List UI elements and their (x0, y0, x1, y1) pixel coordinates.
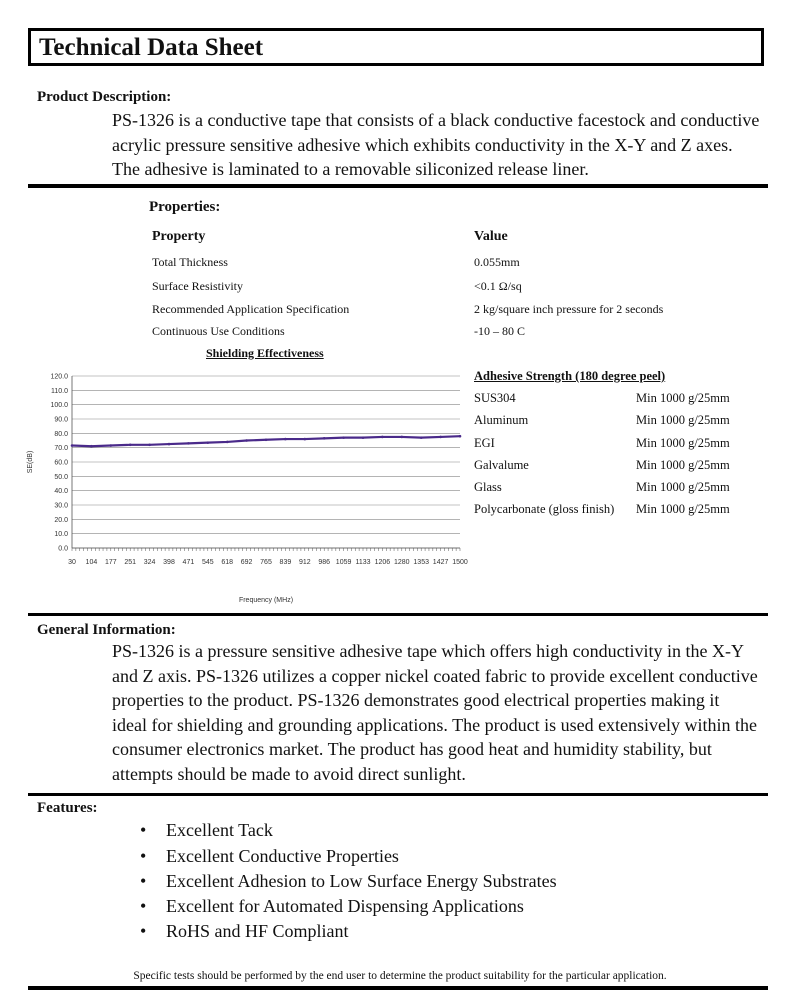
data-point (381, 436, 384, 439)
feature-text: Excellent Tack (166, 820, 273, 840)
adhesive-value: Min 1000 g/25mm (636, 436, 730, 450)
y-tick-label: 40.0 (54, 488, 68, 496)
x-tick-label: 1059 (335, 559, 352, 566)
adhesive-value: Min 1000 g/25mm (636, 458, 730, 472)
y-tick-label: 10.0 (54, 531, 68, 539)
section-divider (28, 613, 768, 616)
property-name: Surface Resistivity (152, 279, 243, 293)
x-tick-label: 1280 (394, 559, 410, 566)
y-tick-label: 60.0 (54, 459, 68, 467)
y-tick-label: 110.0 (51, 387, 68, 395)
feature-item (140, 846, 399, 867)
bullet: • (140, 896, 147, 916)
feature-item (140, 820, 273, 841)
x-tick-label: 251 (124, 559, 137, 566)
title-box (28, 28, 764, 66)
data-point (459, 435, 462, 438)
x-tick-label: 912 (298, 559, 311, 566)
product-description-line: PS-1326 is a conductive tape that consists of a black conductive facestock and conductive (112, 110, 760, 130)
x-tick-label: 398 (163, 559, 175, 566)
feature-item (140, 896, 524, 917)
x-tick-label: 177 (104, 559, 117, 566)
data-point (90, 445, 93, 448)
x-tick-label: 30 (68, 559, 76, 566)
adhesive-value: Min 1000 g/25mm (636, 502, 730, 516)
data-point (187, 442, 190, 445)
property-value: -10 – 80 C (474, 324, 525, 338)
adhesive-value: Min 1000 g/25mm (636, 480, 730, 494)
data-point (110, 444, 113, 447)
data-point (362, 436, 365, 439)
x-tick-label: 104 (85, 559, 98, 566)
data-point (129, 444, 132, 447)
feature-text: RoHS and HF Compliant (166, 921, 349, 941)
data-point (304, 438, 307, 441)
feature-text: Excellent Adhesion to Low Surface Energy Substrates (166, 871, 557, 891)
y-tick-label: 50.0 (54, 473, 68, 481)
general-information-line: ideal for shielding and grounding applications. The product is used extensively within the (112, 714, 758, 735)
adhesive-substrate: SUS304 (474, 391, 516, 405)
general-information-text (112, 639, 758, 786)
product-description-line: The adhesive is laminated to a removable siliconized release liner. (112, 159, 589, 179)
data-point (168, 443, 171, 446)
product-description-text (112, 108, 759, 182)
y-tick-label: 100.0 (50, 402, 68, 410)
adhesive-strength-title: Adhesive Strength (180 degree peel) (474, 369, 666, 383)
bullet: • (140, 871, 147, 891)
bullet: • (140, 846, 147, 866)
x-tick-label: 1353 (413, 559, 429, 566)
property-name: Continuous Use Conditions (152, 324, 285, 338)
general-information-line: PS-1326 is a pressure sensitive adhesive tape which offers high conductivity in the X-Y (112, 641, 745, 661)
x-tick-label: 1500 (452, 559, 468, 566)
feature-item (140, 921, 349, 942)
data-point (401, 436, 404, 439)
adhesive-substrate: Aluminum (474, 413, 529, 427)
section-divider (28, 184, 768, 188)
y-tick-label: 0.0 (58, 545, 68, 553)
x-axis-label: Frequency (MHz) (238, 597, 294, 604)
data-point (323, 437, 326, 440)
footer-divider (28, 986, 768, 990)
data-point (265, 438, 268, 441)
data-point (71, 444, 74, 447)
property-name: Total Thickness (152, 255, 228, 269)
y-tick-label: 70.0 (54, 445, 68, 453)
x-tick-label: 618 (221, 559, 234, 566)
chart-title: Shielding Effectiveness (206, 346, 324, 360)
y-tick-label: 20.0 (54, 516, 68, 524)
feature-item (140, 871, 557, 892)
adhesive-substrate: Polycarbonate (gloss finish) (474, 502, 615, 516)
adhesive-value: Min 1000 g/25mm (636, 413, 730, 427)
x-tick-label: 471 (182, 559, 195, 566)
data-point (284, 438, 287, 441)
data-point (439, 436, 442, 439)
bullet: • (140, 921, 147, 941)
data-point (207, 441, 210, 444)
bullet: • (140, 820, 147, 840)
general-information-line: properties to the product. PS-1326 demonstrates good electrical properties making it (112, 690, 720, 710)
footer-note: Specific tests should be performed by the end user to determine the product suitability for the particular application. (133, 970, 667, 982)
general-information-line: consumer electronics market. The product has good heat and humidity stability, but (112, 739, 712, 759)
value-column-header: Value (474, 229, 508, 244)
product-description-line: acrylic pressure sensitive adhesive which exhibits conductivity in the X-Y and Z axes. (112, 134, 733, 155)
property-value: 0.055mm (474, 255, 520, 269)
general-information-label: General Information: (37, 622, 176, 638)
x-tick-label: 692 (240, 559, 253, 566)
adhesive-substrate: Galvalume (474, 458, 529, 472)
data-point (226, 441, 229, 444)
y-tick-label: 80.0 (54, 430, 68, 438)
section-divider (28, 793, 768, 796)
data-point (420, 436, 423, 439)
y-tick-label: 30.0 (54, 502, 68, 510)
property-name: Recommended Application Specification (152, 302, 350, 316)
property-value: <0.1 Ω/sq (474, 279, 522, 293)
adhesive-value: Min 1000 g/25mm (636, 391, 730, 405)
x-tick-label: 1206 (374, 559, 391, 566)
property-column-header: Property (152, 229, 206, 244)
features-label: Features: (37, 800, 98, 816)
y-tick-label: 90.0 (54, 416, 68, 424)
feature-text: Excellent Conductive Properties (166, 846, 399, 866)
general-information-line: attempts should be made to avoid direct sunlight. (112, 763, 466, 784)
x-tick-label: 324 (143, 559, 156, 566)
x-tick-label: 1133 (355, 559, 371, 566)
data-point (148, 444, 151, 447)
x-tick-label: 545 (201, 559, 214, 566)
product-description-label: Product Description: (37, 89, 172, 105)
data-point (342, 436, 345, 439)
x-tick-label: 986 (318, 559, 331, 566)
x-tick-label: 765 (260, 559, 272, 566)
adhesive-substrate: EGI (474, 436, 495, 450)
data-point (245, 439, 248, 442)
property-value: 2 kg/square inch pressure for 2 seconds (474, 302, 664, 316)
feature-text: Excellent for Automated Dispensing Applications (166, 896, 524, 916)
page-title: Technical Data Sheet (39, 34, 264, 61)
properties-title: Properties: (149, 199, 221, 215)
x-tick-label: 839 (279, 559, 292, 566)
x-tick-label: 1427 (432, 559, 449, 566)
general-information-line: and Z axis. PS-1326 utilizes a copper nickel coated fabric to provide excellent conductive (112, 665, 758, 686)
shielding-effectiveness-chart (20, 364, 470, 610)
adhesive-substrate: Glass (474, 480, 502, 494)
y-axis-label: SE(dB) (27, 450, 34, 474)
y-tick-label: 120.0 (50, 373, 68, 381)
